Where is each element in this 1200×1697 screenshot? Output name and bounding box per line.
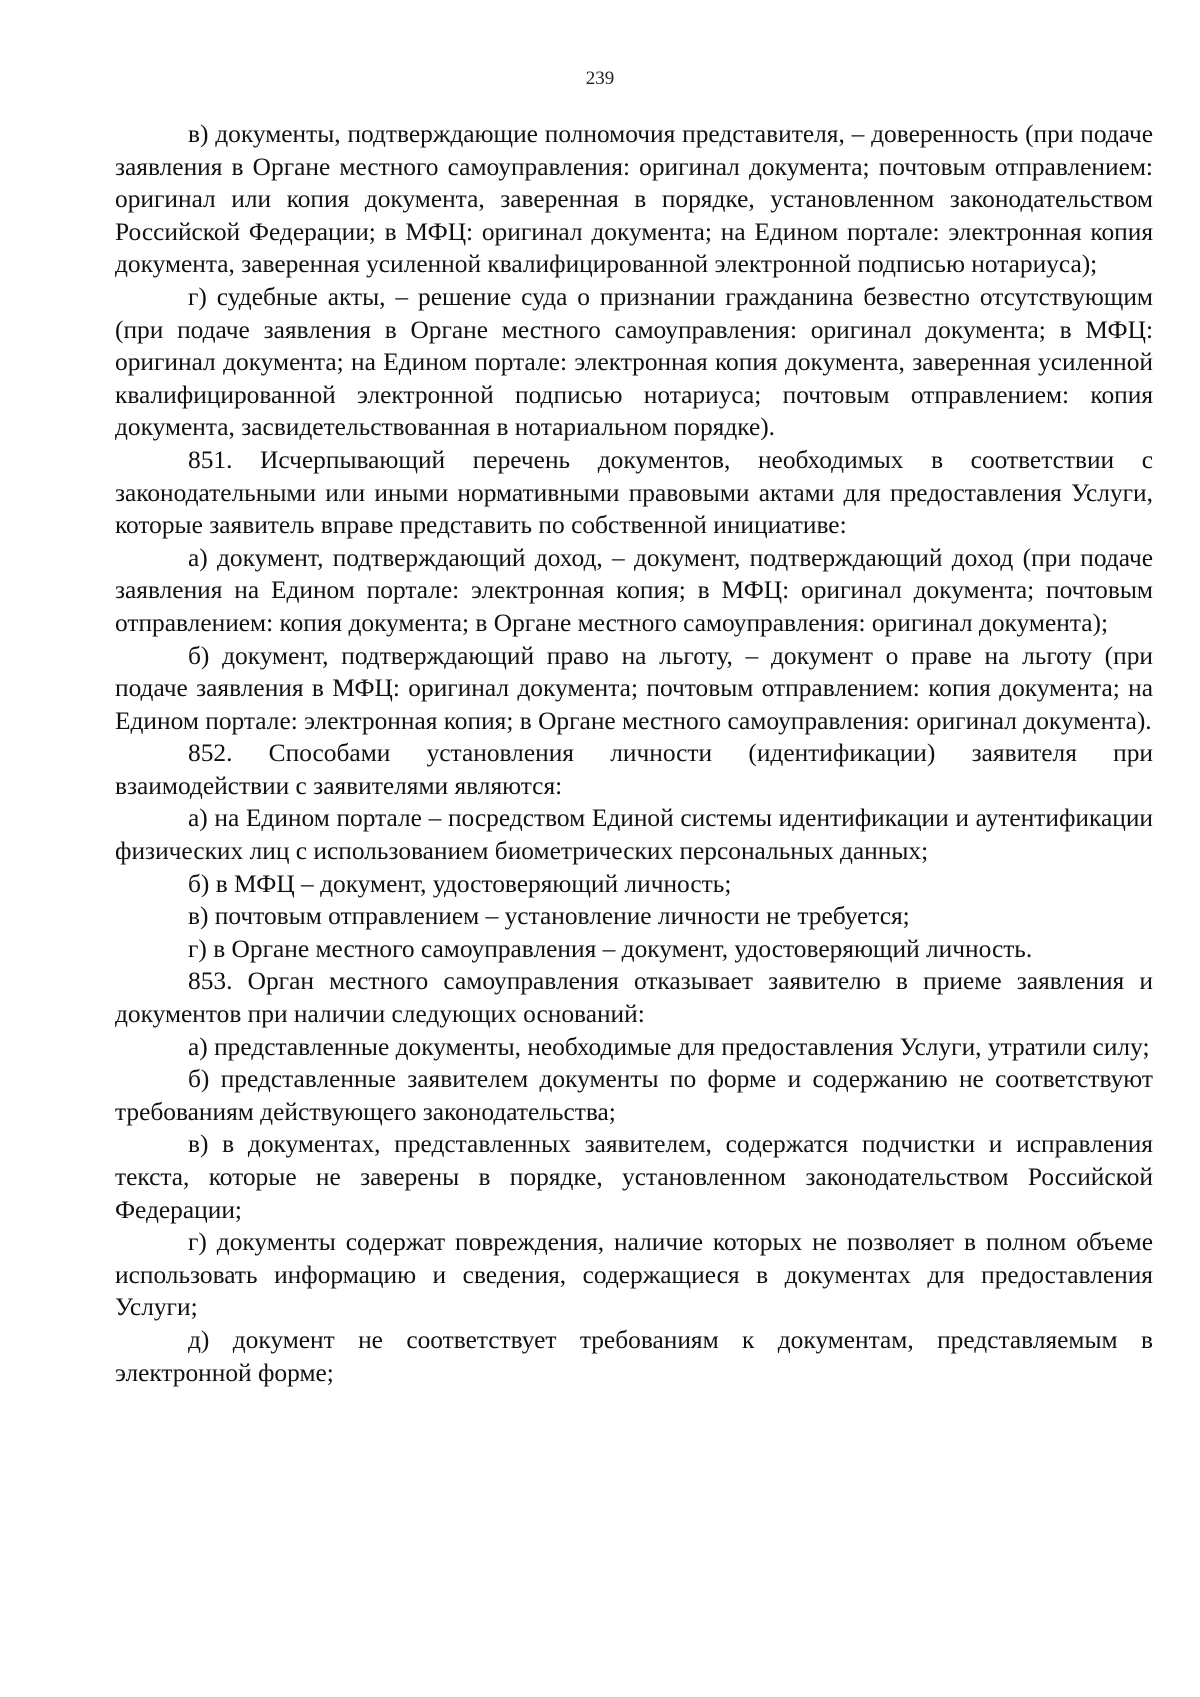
body-text bbox=[115, 118, 1153, 1389]
page-number: 239 bbox=[585, 68, 615, 89]
paragraph-852-v: в) почтовым отправлением – установление личности не требуется; bbox=[188, 902, 910, 931]
paragraph-851: 851. Исчерпывающий перечень документов, необходимых в соответствии с законодательными или иными нормативными правовыми актами для предоставления Услуги, которые заявитель вправе представить по собственной инициативе: bbox=[115, 445, 1153, 540]
paragraph-852-g: г) в Органе местного самоуправления – документ, удостоверяющий личность. bbox=[188, 934, 1033, 963]
paragraph-g-court-acts: г) судебные акты, – решение суда о признании гражданина безвестно отсутствующим (при подаче заявления в Органе местного самоуправления: оригинал документа; в МФЦ: оригинал документа; на Едином портале: электронная копия документа, заверенная усиленной квалифицированной электронной подписью нотариуса; почтовым отправлением: копия документа, засвидетельствованная в нотариальном порядке). bbox=[115, 282, 1153, 442]
paragraph-852-b: б) в МФЦ – документ, удостоверяющий личность; bbox=[188, 869, 732, 898]
paragraph-853: 853. Орган местного самоуправления отказывает заявителю в приеме заявления и документов при наличии следующих оснований: bbox=[115, 967, 1153, 1029]
paragraph-851-b: б) документ, подтверждающий право на льготу, – документ о праве на льготу (при подаче заявления в МФЦ: оригинал документа; почтовым отправлением: копия документа; на Едином портале: электронная копия; в Органе местного самоуправления: оригинал документа). bbox=[115, 641, 1153, 735]
paragraph-853-a: а) представленные документы, необходимые для предоставления Услуги, утратили силу; bbox=[188, 1032, 1150, 1061]
paragraph-853-v: в) в документах, представленных заявителем, содержатся подчистки и исправления текста, которые не заверены в порядке, установленном законодательством Российской Федерации; bbox=[115, 1130, 1153, 1224]
paragraph-v-representative-documents: в) документы, подтверждающие полномочия представителя, – доверенность (при подаче заявления в Органе местного самоуправления: оригинал документа; почтовым отправлением: оригинал или копия документа, заверенная в порядке, установленном законодательством Российской Федерации; в МФЦ: оригинал документа; на Едином портале: электронная копия документа, заверенная усиленной квалифицированной электронной подписью нотариуса); bbox=[115, 120, 1153, 279]
paragraph-852: 852. Способами установления личности (идентификации) заявителя при взаимодействии с заявителями являются: bbox=[115, 739, 1153, 800]
paragraph-851-a: а) документ, подтверждающий доход, – документ, подтверждающий доход (при подаче заявления на Едином портале: электронная копия; в МФЦ: оригинал документа; почтовым отправлением: копия документа; в Органе местного самоуправления: оригинал документа); bbox=[115, 543, 1153, 637]
paragraph-853-d: д) документ не соответствует требованиям к документам, представляемым в электронной форме; bbox=[115, 1325, 1153, 1387]
paragraph-852-a: а) на Едином портале – посредством Единой системы идентификации и аутентификации физических лиц с использованием биометрических персональных данных; bbox=[115, 804, 1153, 866]
paragraph-853-b: б) представленные заявителем документы по форме и содержанию не соответствуют требованиям действующего законодательства; bbox=[115, 1065, 1153, 1126]
paragraph-853-g: г) документы содержат повреждения, наличие которых не позволяет в полном объеме использовать информацию и сведения, содержащиеся в документах для предоставления Услуги; bbox=[115, 1228, 1153, 1322]
